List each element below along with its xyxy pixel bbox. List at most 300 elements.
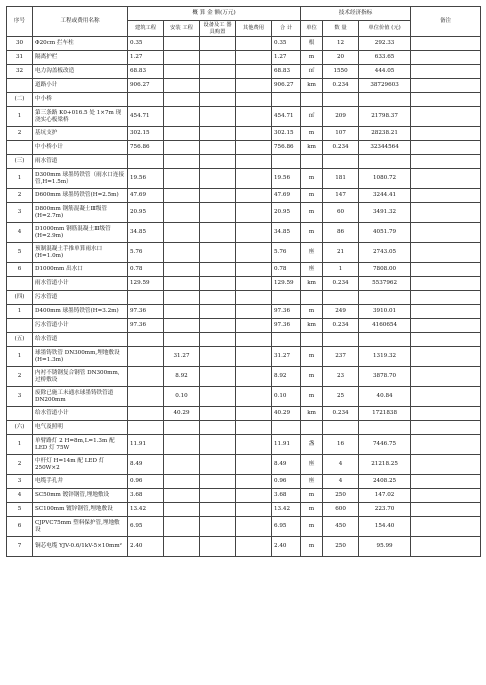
cell-unit-value: 3491.32 (359, 203, 411, 223)
cell-equipment (200, 51, 236, 65)
cell-equipment (200, 189, 236, 203)
cell-unit: m (301, 189, 323, 203)
cell-unit: 座 (301, 243, 323, 263)
cell-other (236, 517, 272, 537)
cell-install (164, 51, 200, 65)
cell-unit-value (359, 93, 411, 107)
cell-building: 97.36 (128, 319, 164, 333)
cell-qty: 16 (323, 435, 359, 455)
cell-install (164, 333, 200, 347)
cell-qty: 250 (323, 489, 359, 503)
cell-equipment (200, 387, 236, 407)
cell-other (236, 243, 272, 263)
cell-seq: 6 (7, 517, 33, 537)
cell-unit: km (301, 407, 323, 421)
cell-name: 污水管道 (33, 291, 128, 305)
cell-equipment (200, 305, 236, 319)
cell-qty: 107 (323, 127, 359, 141)
table-row (7, 223, 481, 243)
cell-qty: 1550 (323, 65, 359, 79)
cell-equipment (200, 407, 236, 421)
cell-qty: 237 (323, 347, 359, 367)
table-row (7, 243, 481, 263)
table-row (7, 189, 481, 203)
table-row (7, 517, 481, 537)
cell-remarks (411, 127, 481, 141)
cell-seq: 5 (7, 503, 33, 517)
cell-remarks (411, 489, 481, 503)
table-row (7, 169, 481, 189)
cell-unit-value: 95.99 (359, 537, 411, 557)
cell-remarks (411, 107, 481, 127)
cell-total: 11.91 (272, 435, 301, 455)
cell-unit-value: 2743.05 (359, 243, 411, 263)
cell-name: 电缆手孔井 (33, 475, 128, 489)
table-row (7, 141, 481, 155)
header-building: 建筑工程 (128, 21, 164, 37)
cell-qty: 249 (323, 305, 359, 319)
cell-qty: 250 (323, 537, 359, 557)
cell-other (236, 421, 272, 435)
header-install: 安装 工程 (164, 21, 200, 37)
cell-unit-value: 28238.21 (359, 127, 411, 141)
cell-install (164, 141, 200, 155)
cell-unit: km (301, 319, 323, 333)
cell-other (236, 387, 272, 407)
table-row (7, 305, 481, 319)
cell-total: 97.36 (272, 305, 301, 319)
cell-seq: 1 (7, 347, 33, 367)
cell-equipment (200, 107, 236, 127)
cell-qty (323, 291, 359, 305)
cell-qty: 0.234 (323, 319, 359, 333)
cell-building: 3.68 (128, 489, 164, 503)
cell-seq (7, 407, 33, 421)
table-row (7, 51, 481, 65)
cell-total: 302.15 (272, 127, 301, 141)
cell-seq: 7 (7, 537, 33, 557)
cell-remarks (411, 387, 481, 407)
table-row (7, 65, 481, 79)
cell-other (236, 203, 272, 223)
cell-install (164, 203, 200, 223)
cell-total (272, 291, 301, 305)
cell-seq: 3 (7, 475, 33, 489)
cell-unit-value (359, 421, 411, 435)
cell-install (164, 37, 200, 51)
cell-remarks (411, 319, 481, 333)
cell-seq: 1 (7, 435, 33, 455)
cell-total (272, 421, 301, 435)
cell-building: 47.69 (128, 189, 164, 203)
cell-unit: km (301, 277, 323, 291)
cell-name: D400mm 球墨铸铁管(H=3.2m) (33, 305, 128, 319)
cell-remarks (411, 455, 481, 475)
cell-install (164, 475, 200, 489)
table-row (7, 435, 481, 455)
cell-equipment (200, 243, 236, 263)
cell-seq: 2 (7, 455, 33, 475)
cell-other (236, 263, 272, 277)
cell-remarks (411, 189, 481, 203)
cell-qty: 0.234 (323, 141, 359, 155)
cell-other (236, 169, 272, 189)
table-row (7, 537, 481, 557)
cell-install (164, 503, 200, 517)
cell-building: 2.40 (128, 537, 164, 557)
cell-install: 8.92 (164, 367, 200, 387)
cell-equipment (200, 455, 236, 475)
cell-total: 20.95 (272, 203, 301, 223)
cell-name: 中杆灯 H=14m 配 LED 灯 250W×2 (33, 455, 128, 475)
cell-name: Φ20cm 拦车柱 (33, 37, 128, 51)
cell-qty: 181 (323, 169, 359, 189)
header-indicators: 技术经济指标 (301, 7, 411, 21)
cell-total (272, 155, 301, 169)
cell-other (236, 223, 272, 243)
cell-qty: 60 (323, 203, 359, 223)
cell-name: SC50mm 镀锌钢管,埋地敷设 (33, 489, 128, 503)
cell-name: 污水管道小计 (33, 319, 128, 333)
cell-equipment (200, 223, 236, 243)
cell-name: D1000mm 出水口 (33, 263, 128, 277)
cell-remarks (411, 169, 481, 189)
cell-install (164, 455, 200, 475)
cell-building (128, 367, 164, 387)
cell-install (164, 263, 200, 277)
cell-equipment (200, 517, 236, 537)
table-row (7, 93, 481, 107)
cell-remarks (411, 421, 481, 435)
cell-seq: (二) (7, 93, 33, 107)
cell-unit-value: 40.84 (359, 387, 411, 407)
cell-building: 302.15 (128, 127, 164, 141)
cell-unit: m (301, 127, 323, 141)
cell-name: 道路小计 (33, 79, 128, 93)
table-row (7, 107, 481, 127)
cell-name: D800mm 钢筋混凝土Ⅲ级管(H=2.7m) (33, 203, 128, 223)
cell-building: 129.59 (128, 277, 164, 291)
cell-name: 第三条路 K0+016.5 处 1×7m 现浇实心板梁桥 (33, 107, 128, 127)
cell-total (272, 333, 301, 347)
cell-install (164, 107, 200, 127)
cell-unit (301, 333, 323, 347)
cell-remarks (411, 243, 481, 263)
cell-other (236, 277, 272, 291)
cell-remarks (411, 537, 481, 557)
cell-qty: 209 (323, 107, 359, 127)
cell-seq: 6 (7, 263, 33, 277)
cell-qty: 0.234 (323, 277, 359, 291)
cell-building: 20.95 (128, 203, 164, 223)
cell-remarks (411, 305, 481, 319)
cell-qty: 147 (323, 189, 359, 203)
cell-equipment (200, 169, 236, 189)
table-row (7, 503, 481, 517)
cell-unit: m (301, 503, 323, 517)
cell-unit-value: 4051.79 (359, 223, 411, 243)
cell-total: 756.86 (272, 141, 301, 155)
cell-unit: 座 (301, 263, 323, 277)
cell-install (164, 421, 200, 435)
cell-unit-value (359, 155, 411, 169)
table-row (7, 79, 481, 93)
cell-qty: 25 (323, 387, 359, 407)
cell-equipment (200, 421, 236, 435)
cell-equipment (200, 319, 236, 333)
cell-seq: 2 (7, 127, 33, 141)
cell-unit: m (301, 347, 323, 367)
cell-unit-value: 21218.25 (359, 455, 411, 475)
cell-seq: 30 (7, 37, 33, 51)
cell-building: 19.56 (128, 169, 164, 189)
cell-seq: 4 (7, 223, 33, 243)
cell-install: 40.29 (164, 407, 200, 421)
cell-other (236, 93, 272, 107)
cell-total: 68.83 (272, 65, 301, 79)
cell-total: 13.42 (272, 503, 301, 517)
cell-building: 68.83 (128, 65, 164, 79)
cell-unit: ㎡ (301, 107, 323, 127)
cell-unit-value: 38729603 (359, 79, 411, 93)
cell-other (236, 319, 272, 333)
table-row (7, 407, 481, 421)
cell-equipment (200, 347, 236, 367)
table-row (7, 155, 481, 169)
cell-remarks (411, 475, 481, 489)
cell-equipment (200, 79, 236, 93)
cell-other (236, 141, 272, 155)
cell-unit: ㎡ (301, 65, 323, 79)
cell-unit: m (301, 517, 323, 537)
cell-unit: 盏 (301, 435, 323, 455)
header-seq: 序号 (7, 7, 33, 37)
cell-remarks (411, 263, 481, 277)
cell-remarks (411, 51, 481, 65)
cell-remarks (411, 155, 481, 169)
table-row (7, 291, 481, 305)
cell-install (164, 537, 200, 557)
cell-remarks (411, 65, 481, 79)
cell-seq: 3 (7, 387, 33, 407)
cell-name: 基坑支护 (33, 127, 128, 141)
cell-unit: m (301, 169, 323, 189)
cell-install (164, 127, 200, 141)
header-qty: 数 量 (323, 21, 359, 37)
cell-name: 内衬不锈钢复合钢管 DN300mm,过桥敷设 (33, 367, 128, 387)
cell-unit-value: 1319.32 (359, 347, 411, 367)
cell-qty: 4 (323, 475, 359, 489)
cell-seq: 2 (7, 367, 33, 387)
cell-seq (7, 79, 33, 93)
cell-qty: 12 (323, 37, 359, 51)
cell-unit-value: 3910.01 (359, 305, 411, 319)
cell-name: 隔离护栏 (33, 51, 128, 65)
table-row (7, 421, 481, 435)
cell-remarks (411, 277, 481, 291)
cell-name: 雨水管道小计 (33, 277, 128, 291)
cell-building (128, 347, 164, 367)
header-remarks: 备注 (411, 7, 481, 37)
cell-unit-value: 7808.00 (359, 263, 411, 277)
cell-equipment (200, 37, 236, 51)
table-row (7, 489, 481, 503)
cell-unit-value: 5537962 (359, 277, 411, 291)
cell-name: 给水管道小计 (33, 407, 128, 421)
cell-other (236, 79, 272, 93)
cell-remarks (411, 141, 481, 155)
cell-seq (7, 277, 33, 291)
cell-unit-value: 3878.70 (359, 367, 411, 387)
cell-unit-value: 4160654 (359, 319, 411, 333)
header-name: 工程或费用名称 (33, 7, 128, 37)
cell-unit-value: 21798.37 (359, 107, 411, 127)
table-row (7, 387, 481, 407)
cell-building: 97.36 (128, 305, 164, 319)
cell-total: 2.40 (272, 537, 301, 557)
cell-install (164, 169, 200, 189)
cell-total: 3.68 (272, 489, 301, 503)
table-row (7, 347, 481, 367)
cell-qty: 86 (323, 223, 359, 243)
cell-install (164, 93, 200, 107)
cell-unit-value: 3244.41 (359, 189, 411, 203)
cell-equipment (200, 93, 236, 107)
cell-total: 454.71 (272, 107, 301, 127)
cell-total: 129.59 (272, 277, 301, 291)
table-body (7, 37, 481, 557)
cell-unit-value: 444.05 (359, 65, 411, 79)
cell-equipment (200, 367, 236, 387)
cell-other (236, 51, 272, 65)
cell-total: 34.85 (272, 223, 301, 243)
cell-name: 雨水管道 (33, 155, 128, 169)
cell-total: 0.96 (272, 475, 301, 489)
cell-other (236, 407, 272, 421)
cell-unit-value: 147.02 (359, 489, 411, 503)
cell-remarks (411, 517, 481, 537)
cell-remarks (411, 203, 481, 223)
cell-unit (301, 93, 323, 107)
cell-name: 中小桥 (33, 93, 128, 107)
cell-equipment (200, 127, 236, 141)
cell-remarks (411, 93, 481, 107)
cell-building: 906.27 (128, 79, 164, 93)
table-row (7, 319, 481, 333)
cell-total: 1.27 (272, 51, 301, 65)
cell-name: SC100mm 镀锌钢管,埋地敷设 (33, 503, 128, 517)
cell-unit (301, 421, 323, 435)
cell-equipment (200, 333, 236, 347)
cell-name: 球墨铸铁管 DN300mm,埋地敷设(H=1.3m) (33, 347, 128, 367)
cell-building: 0.35 (128, 37, 164, 51)
cell-equipment (200, 435, 236, 455)
cell-total: 906.27 (272, 79, 301, 93)
cell-remarks (411, 333, 481, 347)
cell-install (164, 79, 200, 93)
cell-building: 6.95 (128, 517, 164, 537)
cell-name: 中小桥小计 (33, 141, 128, 155)
cell-unit-value: 7446.75 (359, 435, 411, 455)
cell-remarks (411, 223, 481, 243)
cell-name: 电气及照明 (33, 421, 128, 435)
cell-unit: km (301, 141, 323, 155)
cell-seq: 1 (7, 305, 33, 319)
cell-equipment (200, 475, 236, 489)
cell-qty: 600 (323, 503, 359, 517)
cell-building: 5.76 (128, 243, 164, 263)
cell-other (236, 347, 272, 367)
cell-seq: 4 (7, 489, 33, 503)
cell-total: 5.76 (272, 243, 301, 263)
cell-unit: m (301, 223, 323, 243)
cell-total: 0.78 (272, 263, 301, 277)
cell-install (164, 223, 200, 243)
cell-qty: 0.234 (323, 79, 359, 93)
cell-name: 给水管道 (33, 333, 128, 347)
cell-unit-value: 2408.25 (359, 475, 411, 489)
cell-install (164, 517, 200, 537)
cell-seq: (六) (7, 421, 33, 435)
header-estimate: 概 算 金 额(万元) (128, 7, 301, 21)
cell-name: 单臂路灯 2 H=8m,L=1.3m 配 LED 灯 75W (33, 435, 128, 455)
table-row (7, 455, 481, 475)
cell-name: D600mm 球墨铸铁管(H=2.5m) (33, 189, 128, 203)
cost-estimate-table (6, 6, 481, 557)
cell-remarks (411, 407, 481, 421)
cell-other (236, 435, 272, 455)
cell-building: 0.96 (128, 475, 164, 489)
cell-building: 8.49 (128, 455, 164, 475)
cell-other (236, 37, 272, 51)
cell-qty: 1 (323, 263, 359, 277)
cell-remarks (411, 79, 481, 93)
cell-building (128, 407, 164, 421)
cell-other (236, 127, 272, 141)
cell-remarks (411, 503, 481, 517)
cell-building: 454.71 (128, 107, 164, 127)
cell-building (128, 155, 164, 169)
cell-building (128, 291, 164, 305)
cell-seq: 3 (7, 203, 33, 223)
cell-equipment (200, 537, 236, 557)
cell-install (164, 65, 200, 79)
cell-qty: 20 (323, 51, 359, 65)
cell-other (236, 305, 272, 319)
cell-unit-value: 1080.72 (359, 169, 411, 189)
cell-building: 1.27 (128, 51, 164, 65)
table-row (7, 277, 481, 291)
cell-qty (323, 333, 359, 347)
cell-unit-value: 633.65 (359, 51, 411, 65)
cell-other (236, 107, 272, 127)
cell-other (236, 291, 272, 305)
cell-qty (323, 421, 359, 435)
cell-seq: 1 (7, 169, 33, 189)
header-other: 其他费用 (236, 21, 272, 37)
cell-unit: m (301, 537, 323, 557)
table-row (7, 37, 481, 51)
cell-total: 8.49 (272, 455, 301, 475)
header-equipment: 设备及工 器具购置 (200, 21, 236, 37)
cell-install (164, 305, 200, 319)
cell-other (236, 455, 272, 475)
cell-building (128, 333, 164, 347)
table-header (7, 7, 481, 37)
cell-building (128, 421, 164, 435)
cell-seq: 1 (7, 107, 33, 127)
cell-seq: (五) (7, 333, 33, 347)
